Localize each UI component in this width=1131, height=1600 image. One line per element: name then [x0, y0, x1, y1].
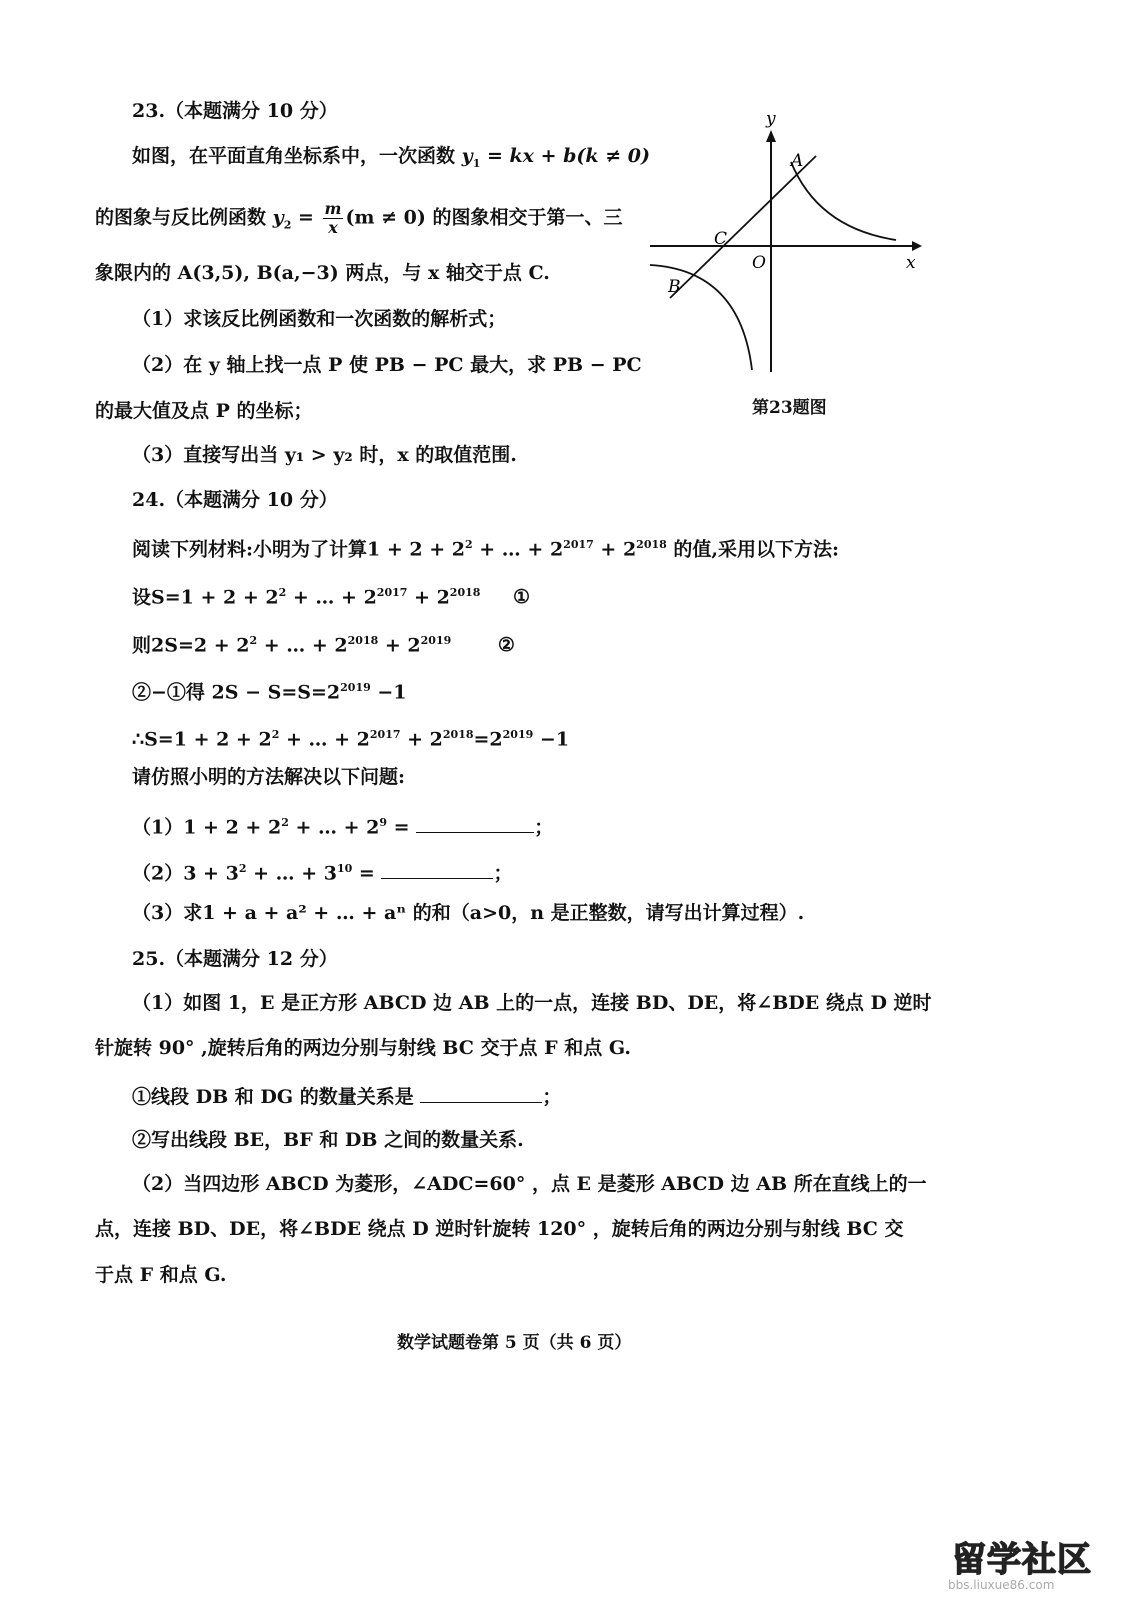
linear-function-line: [670, 156, 816, 298]
q24-part2: $(2)3 + 3^2$ + … + $3^{10}$ = ；: [132, 856, 513, 886]
hyperbola-branch-first: [791, 162, 896, 240]
q24-intro: 阅读下列材料:小明为了计算$1 + 2 + 2^2$ + … + $2^{2017} + 2^{2018}$ 的值,采用以下方法:: [132, 538, 840, 561]
q24-step-then: 则$2S=2 + 2^2$ + … + $2^{2018} + 2^{2019}$ ②: [132, 634, 515, 657]
label-point-b: B: [668, 277, 681, 297]
q23-part2-line1: （2）在 y 轴上找一点 P 使 PB − PC 最大，求 PB − PC: [132, 354, 642, 376]
answer-blank-1[interactable]: [416, 812, 534, 833]
q25-part1-line1: （1）如图 1，E 是正方形 ABCD 边 AB 上的一点，连接 BD、DE，将∠BDE 绕点 D 逆时: [132, 992, 932, 1014]
q25-part2-line1: （2）当四边形 ABCD 为菱形，∠ADC=60° ，点 E 是菱形 ABCD 边 AB 所在直线上的一: [132, 1173, 927, 1195]
watermark-url: bbs.liuxue86.com: [948, 1578, 1055, 1592]
watermark-logo: 留学社区: [952, 1540, 1092, 1580]
q25-part2-line2: 点，连接 BD、DE，将∠BDE 绕点 D 逆时针旋转 120° ，旋转后角的两边分别与射线 BC 交: [95, 1218, 904, 1240]
q25-sub2: ②写出线段 BE，BF 和 DB 之间的数量关系.: [132, 1129, 524, 1151]
q23-intro-line1: 如图，在平面直角坐标系中，一次函数 $y_1$ = kx + b(k ≠ 0): [132, 145, 650, 170]
label-x: x: [906, 253, 916, 273]
q24-part1: $(1)1 + 2 + 2^2$ + … + $2^9$ = ；: [132, 810, 553, 840]
q23-part3: （3）直接写出当 y₁ > y₂ 时，x 的取值范围.: [132, 444, 517, 466]
q24-instruction: 请仿照小明的方法解决以下问题:: [132, 766, 406, 788]
q24-heading: 24.（本题满分 10 分）: [132, 489, 338, 511]
q23-intro-line2: 的图象与反比例函数 $y_2$ = $\frac{m}{x}$ (m ≠ 0) 的图象相交于第一、三: [95, 199, 623, 237]
q25-sub1: ①线段 DB 和 DG 的数量关系是 ；: [132, 1082, 561, 1110]
q23-intro-line3: 象限内的 A(3,5), B(a,−3) 两点，与 x 轴交于点 C.: [95, 262, 550, 284]
label-point-c: C: [714, 229, 728, 249]
fraction-m-over-x: $\frac{m}{x}$: [324, 199, 342, 237]
label-origin: O: [752, 253, 766, 273]
q23-part2-line2: 的最大值及点 P 的坐标；: [95, 400, 313, 422]
q23-figure: [640, 100, 930, 390]
x-axis-arrow-icon: [912, 241, 922, 251]
q24-part3: （3）求1 + a + a² + … + aⁿ 的和（a>0，n 是正整数，请写出计算过程）.: [132, 902, 805, 924]
q24-step-let: 设$S=1 + 2 + 2^2$ + … + $2^{2017} + 2^{2018}$ ①: [132, 586, 531, 609]
q23-part1: （1）求该反比例函数和一次函数的解析式；: [132, 308, 507, 330]
label-y: y: [766, 109, 776, 129]
q24-step-therefore: ∴S=1 + $2 + 2^2$ + … + $2^{2017} + 2^{2018}=2^{2019} -1$: [132, 728, 570, 751]
answer-blank-3[interactable]: [420, 1082, 542, 1103]
answer-blank-2[interactable]: [381, 858, 493, 879]
q24-step-subtract: ②−①得 $2S - S=S=2^{2019} -1$: [132, 681, 407, 704]
figure-caption: 第23题图: [752, 398, 827, 418]
y-axis-arrow-icon: [766, 130, 776, 142]
q25-heading: 25.（本题满分 12 分）: [132, 948, 338, 970]
page-footer: 数学试题卷第 5 页（共 6 页）: [397, 1333, 632, 1353]
hyperbola-branch-third: [650, 265, 752, 370]
label-point-a: A: [791, 151, 804, 171]
q25-part2-line3: 于点 F 和点 G.: [95, 1264, 227, 1286]
q25-part1-line2: 针旋转 90° ,旋转后角的两边分别与射线 BC 交于点 F 和点 G.: [95, 1037, 632, 1059]
q23-heading: 23.（本题满分 10 分）: [132, 100, 338, 122]
